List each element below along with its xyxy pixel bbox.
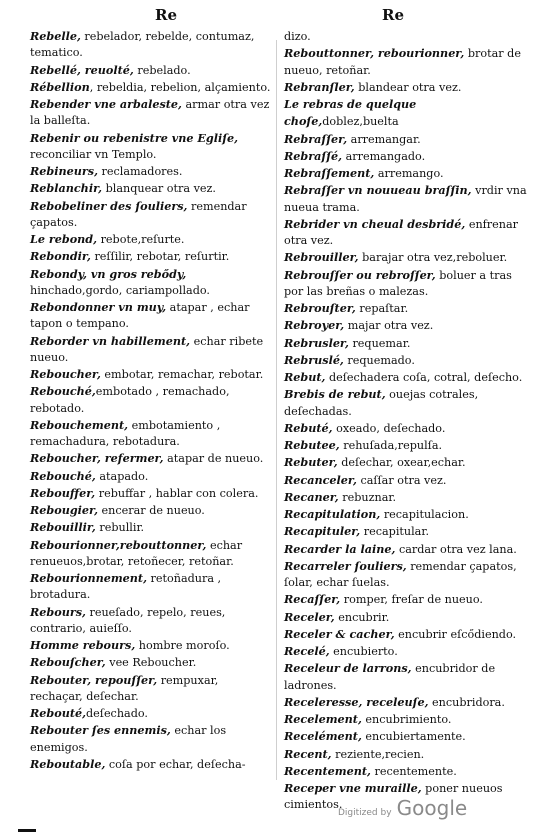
entry-definition: requemar. bbox=[348, 336, 411, 350]
entry-headword: Rebelle, bbox=[30, 29, 81, 43]
entry-definition: vee Reboucher. bbox=[105, 656, 197, 670]
dictionary-entry bbox=[284, 335, 534, 352]
entry-headword: Rebellé, reuolté, bbox=[30, 62, 134, 77]
entry-headword: Recarreler ſouliers, bbox=[284, 558, 407, 573]
entry-headword: Le rebras de quelque choſe, bbox=[284, 97, 417, 129]
dictionary-entry bbox=[30, 79, 272, 96]
entry-headword: Rebougier, bbox=[30, 503, 98, 517]
dictionary-entry bbox=[284, 746, 534, 763]
entry-headword: Reblanchir, bbox=[30, 181, 103, 196]
dictionary-entry bbox=[30, 705, 272, 722]
dictionary-entry bbox=[30, 366, 272, 383]
entry-definition: rebuffar , hablar con colera. bbox=[95, 486, 259, 500]
dictionary-entry bbox=[284, 609, 534, 626]
entry-definition: embotar, remachar, rebotar. bbox=[100, 368, 264, 381]
entry-headword: Rebouttonner, rebourionner, bbox=[284, 46, 465, 61]
dictionary-entry bbox=[30, 96, 272, 130]
entry-definition: encubrir eſcődiendo. bbox=[394, 627, 517, 641]
entry-headword: Rebondonner vn muy, bbox=[30, 300, 167, 314]
entry-definition: recapitulacion. bbox=[380, 508, 469, 521]
dictionary-entry bbox=[284, 643, 534, 660]
entry-definition: arremangado. bbox=[342, 149, 426, 163]
entry-headword: Recelément, bbox=[284, 729, 362, 744]
entry-definition: coſa por echar, deſecha- bbox=[105, 757, 246, 771]
dictionary-entry bbox=[284, 558, 534, 592]
entry-headword: Rebraſſement, bbox=[284, 166, 375, 180]
dictionary-entry bbox=[284, 420, 534, 437]
dictionary-entry bbox=[30, 299, 272, 333]
dictionary-entry bbox=[284, 506, 534, 523]
dictionary-entry bbox=[30, 756, 272, 773]
dictionary-entry bbox=[284, 300, 534, 317]
entry-headword: Recarder la laine, bbox=[284, 541, 396, 556]
dictionary-entry bbox=[284, 352, 534, 369]
dictionary-entry bbox=[30, 537, 272, 571]
entry-headword: Rebrouiller, bbox=[284, 250, 359, 265]
dictionary-entry bbox=[30, 198, 272, 232]
entry-headword: Receler, bbox=[284, 609, 335, 624]
entry-headword: Rebrider vn cheual desbridé, bbox=[284, 216, 466, 231]
entry-headword: Rebouchement, bbox=[30, 417, 129, 432]
entry-headword: Rebouillir, bbox=[30, 520, 96, 535]
entry-definition: rebote,reſurte. bbox=[97, 233, 185, 246]
entry-definition: hinchado,gordo, cariampollado. bbox=[30, 283, 210, 297]
entry-headword: Brebis de rebut, bbox=[284, 387, 386, 402]
entry-headword: Rebourionnement, bbox=[30, 571, 147, 585]
entry-headword: Rebouſcher, bbox=[30, 655, 106, 670]
dictionary-entry bbox=[284, 216, 534, 250]
entry-definition: boluer a tras por las breñas o malezas. bbox=[284, 268, 512, 298]
dictionary-entry bbox=[284, 28, 534, 45]
entry-definition: encubridor de ladrones. bbox=[284, 662, 496, 692]
entry-definition: deſechado. bbox=[86, 707, 148, 720]
entry-headword: Reboucher, refermer, bbox=[30, 451, 164, 466]
entry-headword: Receleur de larrons, bbox=[284, 661, 412, 676]
entry-headword: Reborder vn habillement, bbox=[30, 333, 191, 348]
entry-headword: Rebrouſſer ou rebroſſer, bbox=[284, 267, 436, 282]
entry-headword: Recaner, bbox=[284, 489, 339, 504]
dictionary-entry bbox=[30, 248, 272, 265]
entry-headword: Rebondy, vn gros rebődy, bbox=[30, 266, 187, 281]
right-running-head: Re bbox=[382, 6, 405, 24]
entry-headword: Rebuter, bbox=[284, 455, 338, 470]
dictionary-entry bbox=[284, 437, 534, 454]
entry-headword: Rebobeliner des ſouliers, bbox=[30, 198, 188, 213]
dictionary-entry bbox=[30, 383, 272, 417]
entry-headword: Rebineurs, bbox=[30, 164, 98, 178]
entry-headword: Reboutable, bbox=[30, 756, 106, 771]
entry-definition: rebelado. bbox=[133, 63, 191, 77]
dictionary-entry bbox=[30, 570, 272, 604]
dictionary-entry bbox=[30, 672, 272, 706]
entry-headword: Rebrusler, bbox=[284, 335, 349, 350]
dictionary-entry bbox=[284, 249, 534, 266]
entry-definition: retoñadura , brotadura. bbox=[30, 572, 222, 602]
entry-headword: Rebouter, repouſſer, bbox=[30, 672, 158, 687]
dictionary-entry bbox=[30, 722, 272, 756]
entry-headword: Recapituler, bbox=[284, 524, 361, 539]
entry-definition: encubridora. bbox=[428, 695, 505, 709]
entry-definition: reſſilir, rebotar, reſurtir. bbox=[90, 250, 230, 264]
entry-definition: remendar çapatos. bbox=[30, 199, 247, 229]
entry-definition: barajar otra vez,reboluer. bbox=[358, 251, 508, 265]
entry-headword: Rebondir, bbox=[30, 249, 91, 264]
entry-definition: remendar çapatos, ſolar, echar ſuelas. bbox=[284, 559, 517, 589]
entry-definition: dizo. bbox=[284, 30, 311, 43]
dictionary-entry bbox=[284, 523, 534, 540]
dictionary-entry bbox=[284, 591, 534, 608]
dictionary-entry bbox=[30, 163, 272, 180]
dictionary-entry bbox=[30, 130, 272, 164]
entry-definition: enfrenar otra vez. bbox=[284, 217, 518, 247]
dictionary-entry bbox=[30, 468, 272, 485]
entry-headword: Receler & cacher, bbox=[284, 626, 395, 641]
dictionary-entry bbox=[284, 45, 534, 79]
dictionary-entry bbox=[284, 472, 534, 489]
entry-definition: doblez,buelta bbox=[322, 115, 399, 129]
dictionary-entry bbox=[30, 502, 272, 519]
entry-headword: Rebranſler, bbox=[284, 79, 355, 94]
entry-definition: encubrir. bbox=[334, 610, 390, 624]
entry-definition: oxeado, deſechado. bbox=[332, 421, 446, 435]
entry-headword: Rébellion bbox=[30, 79, 90, 94]
entry-definition: echar renueuos,brotar, retoñecer, retoñar. bbox=[30, 538, 243, 568]
dictionary-entry bbox=[30, 333, 272, 367]
entry-headword: Recapitulation, bbox=[284, 507, 381, 521]
entry-definition: encerar de nueuo. bbox=[98, 504, 205, 517]
dictionary-entry bbox=[284, 489, 534, 506]
entry-definition: hombre moroſo. bbox=[135, 639, 230, 652]
entry-definition: atapar , echar tapon o tempano. bbox=[30, 301, 250, 331]
entry-definition: poner nueuos cimientos. bbox=[284, 782, 503, 812]
entry-definition: , rebeldia, rebelion, alçamiento. bbox=[89, 80, 271, 94]
entry-definition: rebuznar. bbox=[338, 490, 397, 504]
entry-definition: encubiertamente. bbox=[361, 730, 466, 744]
dictionary-entry bbox=[284, 660, 534, 694]
entry-definition: echar los enemigos. bbox=[30, 724, 227, 754]
dictionary-entry bbox=[284, 626, 534, 643]
entry-headword: Rebruslé, bbox=[284, 352, 344, 367]
left-running-head: Re bbox=[155, 6, 178, 24]
entry-definition: blandear otra vez. bbox=[354, 80, 462, 94]
dictionary-entry bbox=[284, 165, 534, 182]
entry-definition: echar ribete nueuo. bbox=[30, 334, 264, 364]
dictionary-entry bbox=[284, 317, 534, 334]
digitized-watermark bbox=[338, 796, 467, 820]
entry-headword: Rebouché, bbox=[30, 468, 96, 483]
dictionary-entry bbox=[284, 96, 534, 131]
dictionary-entry bbox=[30, 485, 272, 502]
entry-definition: deſechadera coſa, cotral, deſecho. bbox=[325, 371, 523, 384]
entry-definition: brotar de nueuo, retoñar. bbox=[284, 47, 521, 77]
dictionary-entry bbox=[284, 763, 534, 780]
dictionary-entry bbox=[284, 369, 534, 386]
entry-headword: Homme rebours, bbox=[30, 638, 136, 652]
right-column bbox=[284, 28, 534, 814]
entry-headword: Rebouffer, bbox=[30, 485, 96, 500]
dictionary-entry bbox=[30, 450, 272, 467]
entry-definition: arremangar. bbox=[347, 132, 421, 146]
dictionary-entry bbox=[30, 519, 272, 536]
entry-headword: Rebut, bbox=[284, 370, 326, 384]
entry-headword: Rebouté, bbox=[30, 706, 87, 720]
column-divider bbox=[276, 40, 277, 780]
dictionary-entry bbox=[284, 182, 534, 216]
entry-headword: Recaſſer, bbox=[284, 592, 341, 607]
entry-definition: rebelador, rebelde, contumaz, tematico. bbox=[30, 30, 255, 60]
entry-definition: majar otra vez. bbox=[344, 319, 434, 333]
entry-headword: Rebender vne arbaleste, bbox=[30, 97, 182, 111]
entry-definition: recapitular. bbox=[360, 525, 430, 539]
entry-definition: arremango. bbox=[374, 167, 444, 180]
entry-definition: blanquear otra vez. bbox=[102, 182, 216, 196]
dictionary-entry bbox=[30, 417, 272, 451]
entry-headword: Reboucher, bbox=[30, 367, 101, 381]
dictionary-entry bbox=[284, 131, 534, 148]
entry-definition: rebullir. bbox=[95, 521, 145, 535]
entry-definition: cardar otra vez lana. bbox=[395, 542, 517, 556]
entry-headword: Rebouché, bbox=[30, 384, 96, 399]
entry-headword: Rebenir ou rebenistre vne Egliſe, bbox=[30, 130, 239, 145]
entry-headword: Rebuté, bbox=[284, 420, 333, 435]
entry-definition: embotado , remachado, rebotado. bbox=[30, 385, 230, 415]
dictionary-entry bbox=[30, 266, 272, 300]
entry-definition: reziente,recien. bbox=[331, 747, 425, 761]
entry-headword: Recent, bbox=[284, 746, 332, 761]
watermark-prefix: Digitized by bbox=[338, 808, 392, 818]
dictionary-entry bbox=[30, 231, 272, 248]
entry-definition: ouejas cotrales, deſechadas. bbox=[284, 388, 479, 418]
dictionary-entry bbox=[284, 148, 534, 165]
dictionary-entry bbox=[284, 267, 534, 301]
left-column bbox=[30, 28, 272, 773]
entry-definition: repaſtar. bbox=[355, 302, 409, 315]
entry-definition: reueſado, repelo, reues, contrario, auieſſo. bbox=[30, 605, 226, 635]
entry-headword: Receper vne muraille, bbox=[284, 781, 422, 795]
entry-headword: Rebraſſé, bbox=[284, 148, 343, 163]
dictionary-entry bbox=[30, 604, 272, 638]
entry-definition: rehuſada,repulſa. bbox=[339, 439, 443, 452]
entry-headword: Rebouter ſes ennemis, bbox=[30, 723, 171, 738]
dictionary-entry bbox=[30, 28, 272, 62]
entry-definition: atapar de nueuo. bbox=[163, 452, 264, 466]
dictionary-entry bbox=[30, 637, 272, 654]
dictionary-entry bbox=[30, 62, 272, 79]
entry-definition: armar otra vez la balleſta. bbox=[30, 98, 270, 128]
dictionary-entry bbox=[284, 386, 534, 420]
entry-definition: encubierto. bbox=[329, 645, 398, 658]
entry-definition: deſechar, oxear,echar. bbox=[337, 456, 466, 470]
entry-headword: Rebraſſer vn nouueau braſſin, bbox=[284, 183, 472, 198]
dictionary-entry bbox=[284, 711, 534, 728]
print-mark bbox=[18, 829, 36, 832]
dictionary-entry bbox=[30, 654, 272, 671]
dictionary-entry bbox=[284, 728, 534, 745]
entry-headword: Recentement, bbox=[284, 763, 371, 778]
dictionary-entry bbox=[284, 694, 534, 711]
dictionary-entry bbox=[284, 79, 534, 96]
dictionary-entry bbox=[284, 541, 534, 558]
dictionary-entry bbox=[30, 180, 272, 197]
dictionary-entry bbox=[284, 454, 534, 471]
entry-definition: recentemente. bbox=[370, 764, 457, 778]
entry-headword: Rebours, bbox=[30, 604, 86, 619]
entry-headword: Rebrouſter, bbox=[284, 301, 356, 315]
entry-definition: romper, freſar de nueuo. bbox=[340, 593, 483, 607]
entry-definition: rempuxar, rechaçar, deſechar. bbox=[30, 673, 219, 703]
entry-definition: atapado. bbox=[95, 469, 149, 483]
entry-headword: Rebroyer, bbox=[284, 318, 345, 333]
entry-headword: Recanceler, bbox=[284, 472, 357, 487]
entry-headword: Recelé, bbox=[284, 644, 330, 658]
entry-headword: Rebourionner,rebouttonner, bbox=[30, 537, 207, 552]
entry-headword: Rebutee, bbox=[284, 438, 340, 452]
entry-definition: caſſar otra vez. bbox=[356, 473, 447, 487]
entry-definition: requemado. bbox=[343, 353, 415, 367]
entry-definition: embotamiento , remachadura, rebotadura. bbox=[30, 418, 221, 448]
entry-headword: Recelement, bbox=[284, 712, 362, 726]
entry-definition: reconciliar vn Templo. bbox=[30, 147, 157, 161]
watermark-brand: Google bbox=[396, 796, 468, 820]
entry-definition: encubrimiento. bbox=[361, 713, 452, 726]
entry-headword: Rebraſſer, bbox=[284, 131, 348, 146]
entry-definition: vrdir vna nueua trama. bbox=[284, 184, 527, 214]
entry-headword: Receleresse, receleuſe, bbox=[284, 694, 429, 709]
entry-headword: Le rebond, bbox=[30, 232, 98, 246]
entry-definition: reclamadores. bbox=[97, 165, 183, 178]
